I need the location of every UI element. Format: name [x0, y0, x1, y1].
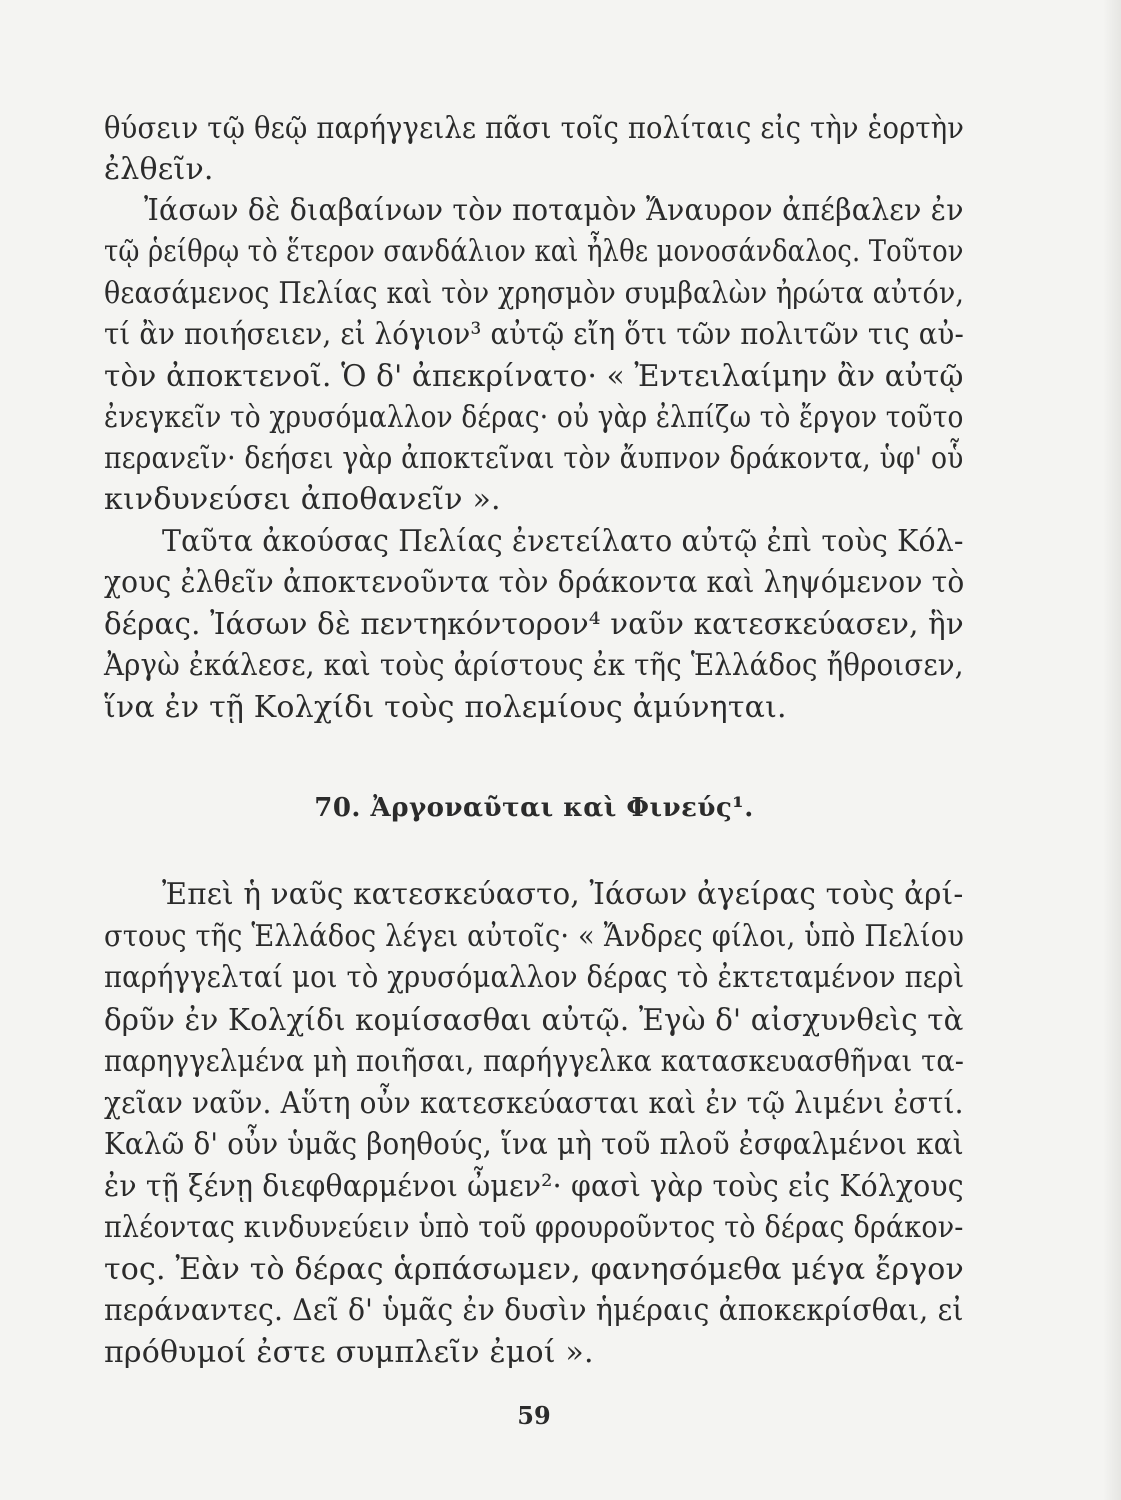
text-line: τος. Ἐὰν τὸ δέρας ἁρπάσωμεν, φανησόμεθα μέγα ἔργον [104, 1252, 964, 1287]
text-line: Ἐπεὶ ἡ ναῦς κατεσκεύαστο, Ἰάσων ἀγείρας τοὺς ἀρί- [162, 877, 964, 912]
text-line: περάναντες. Δεῖ δ' ὑμᾶς ἐν δυσὶν ἡμέραις ἀποκεκρίσθαι, εἰ [104, 1293, 964, 1328]
text-line: Ἀργὼ ἐκάλεσε, καὶ τοὺς ἀρίστους ἐκ τῆς Ἑλλάδος ἤθροισεν, [104, 648, 964, 683]
book-page [104, 0, 964, 1500]
text-line: κινδυνεύσει ἀποθανεῖν ». [104, 482, 501, 517]
text-line: ἐνεγκεῖν τὸ χρυσόμαλλον δέρας· οὐ γὰρ ἐλπίζω τὸ ἔργον τοῦτο [104, 400, 964, 435]
text-line: Καλῶ δ' οὖν ὑμᾶς βοηθούς, ἵνα μὴ τοῦ πλοῦ ἐσφαλμένοι καὶ [104, 1127, 964, 1162]
section-heading: 70. Ἀργοναῦται καὶ Φινεύς¹. [314, 793, 754, 823]
text-line: χεῖαν ναῦν. Αὕτη οὖν κατεσκεύασται καὶ ἐν τῷ λιμένι ἐστί. [104, 1086, 964, 1121]
text-line: πρόθυμοί ἐστε συμπλεῖν ἐμοί ». [104, 1335, 594, 1370]
page-edge-shadow [1103, 0, 1121, 1500]
text-line: τὸν ἀποκτενοῖ. Ὁ δ' ἀπεκρίνατο· « Ἐντειλαίμην ἂν αὐτῷ [104, 359, 964, 394]
text-line: περανεῖν· δεήσει γὰρ ἀποκτεῖναι τὸν ἄυπνον δράκοντα, ὑφ' οὗ [104, 441, 964, 476]
text-line: δρῦν ἐν Κολχίδι κομίσασθαι αὐτῷ. Ἐγὼ δ' αἰσχυνθεὶς τὰ [104, 1003, 964, 1038]
text-line: Ἰάσων δὲ διαβαίνων τὸν ποταμὸν Ἄναυρον ἀπέβαλεν ἐν [144, 193, 964, 228]
text-line: ἐλθεῖν. [104, 152, 214, 187]
text-line: παρηγγελμένα μὴ ποιῆσαι, παρήγγελκα κατασκευασθῆναι τα- [104, 1044, 965, 1079]
text-line: ἐν τῇ ξένῃ διεφθαρμένοι ὦμεν²· φασὶ γὰρ τοὺς εἰς Κόλχους [104, 1169, 964, 1204]
text-line: παρήγγελταί μοι τὸ χρυσόμαλλον δέρας τὸ ἐκτεταμένον περὶ [104, 960, 965, 995]
text-line: Ταῦτα ἀκούσας Πελίας ἐνετείλατο αὐτῷ ἐπὶ τοὺς Κόλ- [162, 524, 964, 559]
text-line: θύσειν τῷ θεῷ παρήγγειλε πᾶσι τοῖς πολίταις εἰς τὴν ἑορτὴν [104, 111, 965, 146]
text-line: ἵνα ἐν τῇ Κολχίδι τοὺς πολεμίους ἀμύνηται. [104, 690, 787, 725]
page-number: 59 [517, 1401, 551, 1430]
text-line: στους τῆς Ἑλλάδος λέγει αὐτοῖς· « Ἄνδρες φίλοι, ὑπὸ Πελίου [104, 919, 965, 954]
text-line: τί ἂν ποιήσειεν, εἰ λόγιον³ αὐτῷ εἴη ὅτι τῶν πολιτῶν τις αὐ- [104, 317, 964, 352]
text-line: πλέοντας κινδυνεύειν ὑπὸ τοῦ φρουροῦντος τὸ δέρας δράκον- [104, 1210, 964, 1245]
text-line: δέρας. Ἰάσων δὲ πεντηκόντορον⁴ ναῦν κατεσκεύασεν, ἣν [104, 607, 964, 642]
text-line: τῷ ῥείθρῳ τὸ ἕτερον σανδάλιον καὶ ἦλθε μονοσάνδαλος. Τοῦτον [104, 234, 964, 269]
text-line: χους ἐλθεῖν ἀποκτενοῦντα τὸν δράκοντα καὶ ληψόμενον τὸ [104, 565, 965, 600]
text-line: θεασάμενος Πελίας καὶ τὸν χρησμὸν συμβαλὼν ἠρώτα αὐτόν, [104, 276, 965, 311]
